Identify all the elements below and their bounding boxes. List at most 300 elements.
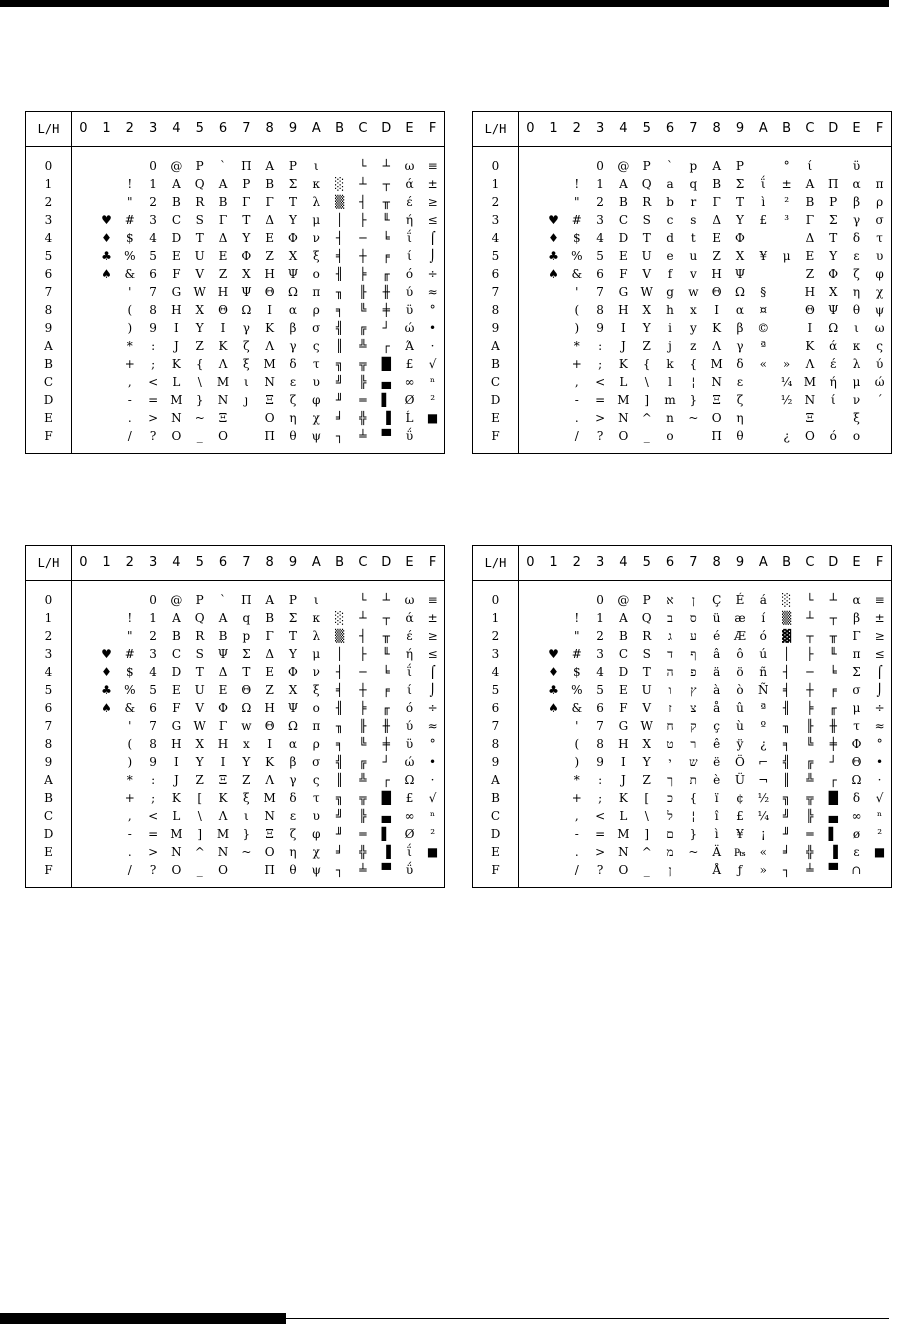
char-cell: ╜ (782, 827, 791, 841)
char-cell: I (220, 321, 226, 335)
char-cell: _ (643, 429, 650, 443)
char-cell: ≈ (427, 719, 438, 733)
char-cell: X (242, 267, 251, 281)
char-cell: ² (784, 195, 789, 209)
char-cell: } (195, 393, 204, 407)
char-cell: ש (689, 755, 698, 769)
char-cell (519, 843, 542, 861)
char-cell: - (574, 393, 579, 407)
char-cell: Ψ (287, 701, 299, 715)
char-cell: n (666, 411, 674, 425)
char-cell: ╢ (335, 267, 344, 281)
char-cell: Λ (712, 339, 721, 353)
char-cell: Δ (265, 213, 274, 227)
char-cell (822, 147, 845, 176)
char-cell: : (598, 773, 603, 787)
char-cell: ¥ (759, 249, 768, 263)
char-cell: פ (690, 665, 697, 679)
column-header: 9 (281, 546, 304, 581)
char-cell: : (598, 339, 603, 353)
column-header: E (398, 546, 421, 581)
char-cell: & (124, 701, 136, 715)
char-cell (542, 581, 565, 610)
char-cell: ╗ (782, 791, 791, 805)
char-cell: ü (712, 611, 721, 625)
char-cell: ╪ (382, 303, 390, 317)
char-cell (95, 825, 118, 843)
char-cell (542, 771, 565, 789)
char-cell: ╙ (382, 647, 390, 661)
char-cell: ì (761, 195, 766, 209)
column-header: D (375, 112, 398, 147)
char-cell: I (220, 755, 226, 769)
char-cell: B (218, 195, 228, 209)
column-header: 0 (519, 112, 542, 147)
char-cell: γ (289, 773, 297, 787)
char-cell: B (265, 177, 275, 191)
char-cell (542, 807, 565, 825)
char-cell: ¼ (780, 375, 793, 389)
char-cell: ╫ (829, 719, 837, 733)
char-cell: Ö (735, 755, 745, 769)
char-cell: ז (668, 701, 672, 715)
row-label: E (26, 409, 72, 427)
char-cell: Δ (712, 213, 721, 227)
char-cell: P (195, 159, 204, 173)
column-header: 1 (95, 112, 118, 147)
char-cell: _ (643, 863, 650, 877)
char-cell: ΰ (405, 429, 414, 443)
char-cell: K (218, 339, 228, 353)
char-cell: Θ (804, 303, 815, 317)
char-cell: 8 (596, 303, 604, 317)
char-cell: à (713, 683, 721, 697)
char-cell: Q (641, 611, 652, 625)
table-row (26, 409, 445, 427)
char-cell (519, 283, 542, 301)
char-cell: Y (289, 647, 297, 661)
char-cell: M (263, 357, 276, 371)
char-cell: β (289, 755, 297, 769)
char-cell: O (264, 411, 275, 425)
char-cell: · (877, 773, 882, 787)
char-cell: L (172, 809, 181, 823)
char-cell: p (689, 159, 698, 173)
char-cell: ╔ (806, 755, 814, 769)
char-cell: ┘ (829, 755, 837, 769)
column-header: 0 (72, 112, 95, 147)
char-cell: ' (128, 719, 132, 733)
char-cell: ⌡ (429, 683, 436, 697)
table-row (473, 409, 892, 427)
char-cell: H (804, 285, 816, 299)
char-cell: ╣ (335, 755, 344, 769)
char-cell (868, 147, 891, 176)
char-cell: 4 (149, 665, 157, 679)
row-label: 5 (26, 681, 72, 699)
char-cell: √ (875, 791, 884, 805)
char-cell: ך (667, 773, 673, 787)
row-label: C (26, 807, 72, 825)
char-cell: ¼ (757, 809, 770, 823)
column-header: B (328, 112, 351, 147)
char-cell: ╒ (382, 683, 390, 697)
charset-table-4 (472, 545, 892, 888)
char-cell: m (664, 393, 676, 407)
char-cell: • (429, 321, 437, 335)
char-cell: J (621, 773, 626, 787)
char-cell (72, 147, 95, 176)
char-cell: ╕ (335, 737, 344, 751)
char-cell (775, 337, 798, 355)
char-cell: Y (195, 755, 204, 769)
char-cell: Γ (242, 195, 251, 209)
char-cell: Γ (218, 719, 228, 733)
char-cell: Ψ (827, 303, 839, 317)
char-cell: █ (381, 357, 391, 371)
char-cell: ┬ (829, 611, 837, 625)
char-cell: ϋ (405, 303, 414, 317)
char-cell: γ (289, 339, 297, 353)
char-cell: : (151, 339, 156, 353)
table-row (26, 717, 445, 735)
char-cell: Θ (264, 285, 275, 299)
char-cell: < (148, 809, 159, 823)
char-cell (519, 409, 542, 427)
row-label: 1 (26, 175, 72, 193)
char-cell: ó (759, 629, 767, 643)
row-label: C (473, 373, 519, 391)
column-header: F (868, 546, 891, 581)
char-cell: ┐ (782, 863, 791, 877)
char-cell: x (689, 303, 697, 317)
char-cell (542, 627, 565, 645)
char-cell: & (571, 267, 583, 281)
char-cell: λ (852, 357, 861, 371)
char-cell: 7 (596, 285, 604, 299)
row-label: 9 (473, 753, 519, 771)
column-header: A (305, 112, 328, 147)
char-cell: ┌ (829, 773, 837, 787)
char-cell: ª (760, 339, 767, 353)
char-cell: ╣ (782, 755, 791, 769)
column-header: 7 (682, 546, 705, 581)
char-cell: Ψ (241, 285, 252, 299)
char-cell: Φ (288, 231, 298, 245)
char-cell: ╚ (359, 303, 367, 317)
char-cell: ╟ (806, 719, 814, 733)
char-cell (519, 609, 542, 627)
char-cell: A (172, 177, 181, 191)
char-cell: ] (644, 827, 650, 841)
char-cell: ║ (335, 339, 344, 353)
char-cell: Ĺ (405, 411, 414, 425)
char-cell: Ξ (265, 827, 274, 841)
char-cell: ! (127, 177, 133, 191)
char-cell: U (641, 683, 652, 697)
char-cell: Φ (851, 737, 862, 751)
char-cell (72, 789, 95, 807)
char-cell: 7 (149, 285, 157, 299)
char-cell: A (619, 611, 628, 625)
char-cell: ♦ (101, 665, 112, 679)
table-row (26, 355, 445, 373)
char-cell: Σ (242, 647, 251, 661)
top-rule (0, 0, 889, 7)
char-cell: M (803, 375, 817, 389)
char-cell: a (666, 177, 674, 191)
char-cell: r (690, 195, 697, 209)
table-row (26, 265, 445, 283)
char-cell: ╩ (359, 339, 367, 353)
char-cell: K (171, 791, 181, 805)
char-cell: ε (853, 249, 860, 263)
char-cell: ╬ (359, 411, 367, 425)
char-cell: í (761, 611, 766, 625)
char-cell: Γ (852, 629, 861, 643)
char-cell: √ (428, 791, 437, 805)
char-cell: M (216, 827, 230, 841)
char-cell: Æ (733, 629, 746, 643)
char-cell: λ (312, 195, 321, 209)
char-cell: T (642, 231, 651, 245)
char-cell: - (127, 393, 132, 407)
row-label: C (26, 373, 72, 391)
char-cell: ╫ (382, 285, 390, 299)
char-cell: ▐ (381, 411, 391, 425)
row-label: 6 (26, 265, 72, 283)
char-cell (542, 427, 565, 454)
column-header: 9 (728, 546, 751, 581)
char-cell: ┼ (806, 683, 814, 697)
char-cell: ² (877, 827, 882, 841)
char-cell: 8 (596, 737, 604, 751)
char-cell: á (759, 593, 767, 607)
char-cell: ╛ (335, 411, 344, 425)
char-cell: : (151, 773, 156, 787)
char-cell: I (807, 321, 813, 335)
row-label: 1 (473, 609, 519, 627)
char-cell: T (829, 231, 838, 245)
char-cell: . (574, 845, 579, 859)
char-cell: Φ (288, 665, 298, 679)
char-cell: Ψ (217, 647, 229, 661)
char-cell (72, 175, 95, 193)
char-cell: ε (853, 845, 860, 859)
char-cell: ╖ (782, 719, 791, 733)
row-label: D (473, 825, 519, 843)
char-cell (95, 581, 118, 610)
char-cell: ╥ (829, 629, 837, 643)
char-cell: ⌡ (876, 683, 883, 697)
char-cell: j (668, 339, 672, 353)
char-cell: ┤ (359, 629, 367, 643)
table-row (473, 147, 892, 176)
char-cell: ╞ (359, 267, 367, 281)
char-cell: ╠ (359, 809, 367, 823)
char-cell: ÷ (874, 701, 885, 715)
row-label: D (26, 391, 72, 409)
char-cell: ½ (780, 393, 793, 407)
char-cell: ד (667, 647, 673, 661)
table-row (26, 807, 445, 825)
table-row (26, 843, 445, 861)
char-cell (72, 627, 95, 645)
char-cell: ° (429, 737, 436, 751)
char-cell: X (195, 737, 204, 751)
char-cell: # (124, 213, 135, 227)
char-cell: α (288, 737, 298, 751)
char-cell: ³ (784, 213, 789, 227)
char-cell: ╒ (829, 683, 837, 697)
char-cell: © (757, 321, 770, 335)
row-label: B (26, 789, 72, 807)
column-header: 6 (658, 546, 681, 581)
char-cell: ι (243, 375, 249, 389)
char-cell (682, 861, 705, 888)
char-cell: ░ (334, 611, 345, 625)
char-cell: Q (194, 611, 205, 625)
char-cell: N (217, 393, 229, 407)
char-cell: = (148, 393, 159, 407)
table-row (473, 735, 892, 753)
char-cell (542, 373, 565, 391)
char-cell (519, 771, 542, 789)
char-cell: ─ (359, 231, 367, 245)
char-cell: / (574, 863, 579, 877)
char-cell: ί (807, 159, 813, 173)
char-cell: T (735, 195, 744, 209)
column-header: C (798, 112, 821, 147)
char-cell: ┌ (382, 773, 390, 787)
char-cell: ח (666, 719, 674, 733)
column-header: 4 (165, 112, 188, 147)
char-cell: Ø (404, 827, 415, 841)
char-cell (72, 283, 95, 301)
char-cell: ν (852, 393, 861, 407)
char-cell: ò (736, 683, 744, 697)
char-cell: κ (852, 339, 861, 353)
char-cell: + (571, 791, 582, 805)
table-row (473, 609, 892, 627)
charset-table-2 (472, 111, 892, 454)
char-cell: σ (852, 683, 861, 697)
char-cell: ² (430, 393, 435, 407)
char-cell (95, 283, 118, 301)
char-cell: ή (405, 213, 414, 227)
char-cell: Δ (265, 647, 274, 661)
column-header: F (421, 112, 444, 147)
char-cell: A (218, 177, 228, 191)
char-cell: K (218, 791, 228, 805)
char-cell (542, 609, 565, 627)
char-cell: ~ (194, 411, 205, 425)
char-cell (519, 247, 542, 265)
char-cell (235, 861, 258, 888)
char-cell: 1 (596, 177, 604, 191)
char-cell (95, 193, 118, 211)
char-cell: I (174, 321, 179, 335)
char-cell: ╧ (806, 863, 814, 877)
char-cell (95, 861, 118, 888)
row-label: 9 (473, 319, 519, 337)
char-cell: ┬ (806, 629, 814, 643)
char-cell: o (666, 429, 674, 443)
char-cell: » (759, 863, 767, 877)
char-cell: Σ (288, 177, 298, 191)
char-cell (72, 699, 95, 717)
char-cell: V (642, 701, 652, 715)
char-cell: ▒ (334, 629, 345, 643)
char-cell: , (574, 375, 579, 389)
table-row (26, 427, 445, 454)
char-cell: 1 (149, 611, 157, 625)
table-row (473, 843, 892, 861)
column-header: 2 (118, 112, 141, 147)
char-cell: o (852, 429, 861, 443)
char-cell (868, 409, 891, 427)
char-cell: ¿ (783, 429, 790, 443)
char-cell: U (641, 249, 652, 263)
char-cell: } (689, 393, 698, 407)
char-cell: ο (312, 701, 320, 715)
char-cell: β (853, 611, 860, 625)
char-cell: / (127, 429, 132, 443)
table-row (26, 663, 445, 681)
char-cell (519, 391, 542, 409)
char-cell: T (242, 665, 251, 679)
column-header: 6 (658, 112, 681, 147)
char-cell: * (573, 773, 580, 787)
char-cell: 2 (149, 629, 157, 643)
char-cell: Φ (218, 701, 228, 715)
char-cell: Δ (218, 231, 228, 245)
char-cell: ι (313, 159, 319, 173)
char-cell: θ (852, 303, 861, 317)
char-cell: 0 (596, 593, 604, 607)
table-row (26, 771, 445, 789)
char-cell: " (127, 629, 133, 643)
char-cell: ╟ (359, 719, 367, 733)
char-cell: ψ (311, 863, 321, 877)
char-cell: S (195, 213, 204, 227)
char-cell (72, 319, 95, 337)
row-label: 0 (26, 147, 72, 176)
char-cell: G (171, 285, 182, 299)
char-cell: A (712, 159, 721, 173)
char-cell: A (265, 593, 274, 607)
char-cell: ═ (806, 827, 814, 841)
char-cell: ξ (243, 791, 250, 805)
char-cell: ¢ (736, 791, 744, 805)
char-cell: φ (875, 267, 884, 281)
row-label: 4 (473, 229, 519, 247)
char-cell: ρ (312, 303, 320, 317)
char-cell: ╡ (335, 683, 344, 697)
char-cell: ≥ (427, 629, 438, 643)
char-cell: H (618, 303, 629, 317)
char-cell: O (264, 845, 275, 859)
char-cell: ` (220, 593, 227, 607)
char-cell: ╓ (382, 701, 390, 715)
char-cell: ┌ (382, 339, 390, 353)
table-row (473, 283, 892, 301)
char-cell: Λ (265, 339, 274, 353)
row-label: 0 (473, 581, 519, 610)
char-cell: ) (574, 755, 580, 769)
char-cell: " (574, 195, 580, 209)
row-label: B (473, 355, 519, 373)
